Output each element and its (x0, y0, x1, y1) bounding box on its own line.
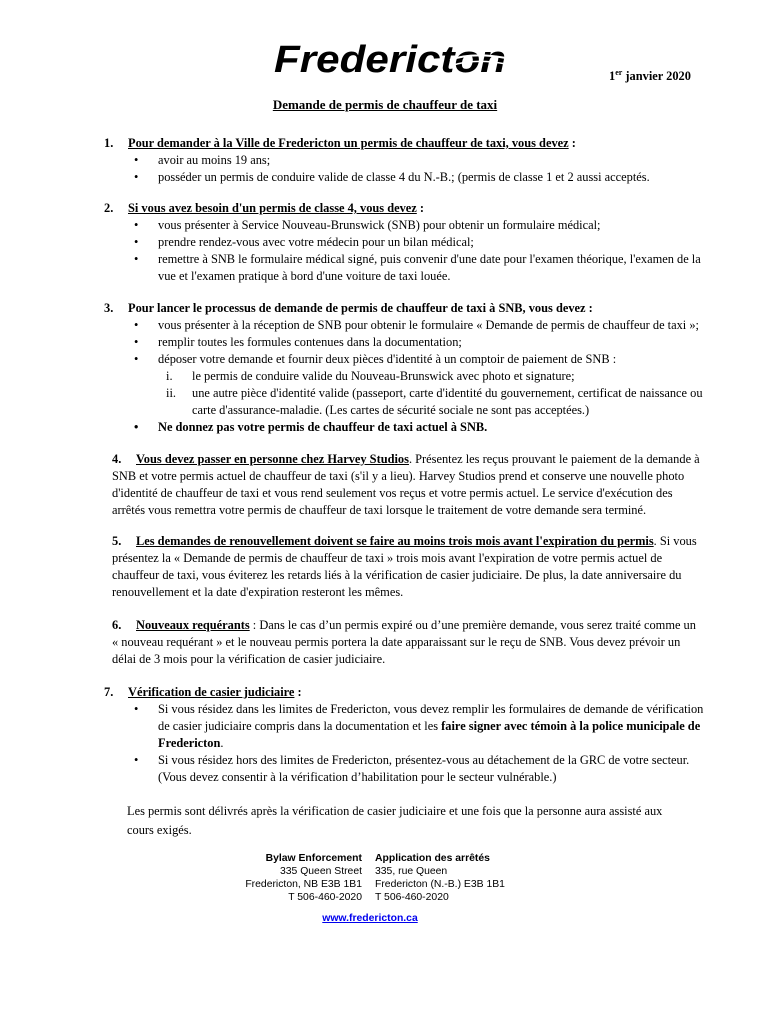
page-title: Demande de permis de chauffeur de taxi (272, 97, 498, 112)
list-item: • prendre rendez-vous avec votre médecin pour un bilan médical; (104, 234, 704, 251)
list-item: • remplir toutes les formules contenues dans la documentation; (104, 334, 704, 351)
list-item: • vous présenter à Service Nouveau-Brunswick (SNB) pour obtenir un formulaire médical; (104, 217, 704, 234)
list-item: • vous présenter à la réception de SNB pour obtenir le formulaire « Demande de permis de chauffeur de taxi »; (104, 317, 704, 334)
section-4: 4. Vous devez passer en personne chez Harvey Studios. Présentez les reçus prouvant le paiement de la demande à SNB et votre permis actuel de chauffeur de taxi (s'il y a lieu). Harvey Studios prend et conserve une nouvelle photo d'identité de chauffeur de taxi et vous rend seulement vos reçus et votre permis actuel. Le service d'exécution des arrêtés vous remettra votre permis de chauffeur de taxi lorsque le traitement de votre demande sera terminé. (112, 452, 700, 517)
address-french: Application des arrêtés 335, rue Queen Fredericton (N.-B.) E3B 1B1 T 506-460-2020 (375, 853, 505, 903)
list-item: • avoir au moins 19 ans; (104, 152, 704, 169)
section-1: 1. Pour demander à la Ville de Fredericton un permis de chauffeur de taxi, vous devez : • avoir au moins 19 ans; • posséder un permis de conduire valide de classe 4 du N.-B.; (permis de classe 1 et 2 aussi acceptés. (104, 135, 704, 186)
list-item: • Si vous résidez dans les limites de Fredericton, vous devez remplir les formulaires de demande de vérification de casier judiciaire compris dans la documentation et les faire signer avec témoin à la police municipale de Fredericton. (104, 701, 704, 752)
sub-list-item: i. le permis de conduire valide du Nouveau-Brunswick avec photo et signature; (166, 369, 575, 383)
section-5: 5. Les demandes de renouvellement doivent se faire au moins trois mois avant l'expiration du permis. Si vous présentez la « Demande de permis de chauffeur de taxi » trois mois avant l'expiration de votre permis actuel de chauffeur de taxi, vous éviterez les retards liés à la vérification de casier judiciaire. De plus, la date anniversaire du renouvellement et la date d'expiration resteront les mêmes. (112, 534, 697, 599)
section-6: 6. Nouveaux requérants : Dans le cas d’un permis expiré ou d’une première demande, vous serez traité comme un « nouveau requérant » et le nouveau permis portera la date apparaissant sur le reçu de SNB. Vous devez prévoir un délai de 3 mois pour la vérification de casier judiciaire. (112, 618, 696, 666)
list-item: • Ne donnez pas votre permis de chauffeur de taxi actuel à SNB. (104, 419, 704, 436)
svg-text:Fredericton: Fredericton (274, 39, 506, 80)
list-item: • remettre à SNB le formulaire médical signé, puis convenir d'une date pour l'examen théorique, l'examen de la vue et l'examen pratique à bord d'une voiture de taxi louée. (104, 251, 704, 285)
list-item: • déposer votre demande et fournir deux pièces d'identité à un comptoir de paiement de SNB : (104, 351, 704, 368)
section-3: 3. Pour lancer le processus de demande de permis de chauffeur de taxi à SNB, vous devez : • vous présenter à la réception de SNB pour obtenir le formulaire « Demande de permis de chauffeur de taxi »; • remplir toutes les formules contenues dans la documentation; • déposer votre demande et fournir deux pièces d'identité à un comptoir de paiement de SNB : i. le permis de conduire valide du Nouveau-Brunswick avec photo et signature; ii. une autre pièce d'identité valide (passeport, carte d'identité du gouvernement, certificat de naissance ou carte d'assurance-maladie. (Les cartes de sécurité sociale ne sont pas acceptées.) • Ne donnez pas votre permis de chauffeur de taxi actuel à SNB. (104, 300, 704, 436)
section-7: 7. Vérification de casier judiciaire : • Si vous résidez dans les limites de Fredericton, vous devez remplir les formulaires de demande de vérification de casier judiciaire compris dans la documentation et les faire signer avec témoin à la police municipale de Fredericton. • Si vous résidez hors des limites de Fredericton, présentez-vous au détachement de la GRC de votre secteur. (Vous devez consentir à la vérification d’habilitation pour le secteur vulnérable.) (104, 684, 704, 786)
document-date: 1er janvier 2020 (609, 67, 691, 83)
website-link[interactable]: www.fredericton.ca (322, 913, 418, 924)
list-item: • Si vous résidez hors des limites de Fredericton, présentez-vous au détachement de la GRC de votre secteur. (Vous devez consentir à la vérification d’habilitation pour le secteur vulnérable.) (104, 752, 704, 786)
closing-paragraph: Les permis sont délivrés après la vérification de casier judiciaire et une fois que la personne aura assisté aux cours exigés. (127, 804, 663, 837)
section-2: 2. Si vous avez besoin d'un permis de classe 4, vous devez : • vous présenter à Service Nouveau-Brunswick (SNB) pour obtenir un formulaire médical; • prendre rendez-vous avec votre médecin pour un bilan médical; • remettre à SNB le formulaire médical signé, puis convenir d'une date pour l'examen théorique, l'examen de la vue et l'examen pratique à bord d'une voiture de taxi louée. (104, 200, 704, 285)
address-english: Bylaw Enforcement 335 Queen Street Fredericton, NB E3B 1B1 T 506-460-2020 (245, 853, 362, 903)
sub-list-item: ii. une autre pièce d'identité valide (passeport, carte d'identité du gouvernement, certificat de naissance ou carte d'assurance-maladie. (Les cartes de sécurité sociale ne sont pas acceptées.) (166, 386, 703, 417)
list-item: • posséder un permis de conduire valide de classe 4 du N.-B.; (permis de classe 1 et 2 aussi acceptés. (104, 169, 704, 186)
fredericton-logo (274, 36, 510, 80)
